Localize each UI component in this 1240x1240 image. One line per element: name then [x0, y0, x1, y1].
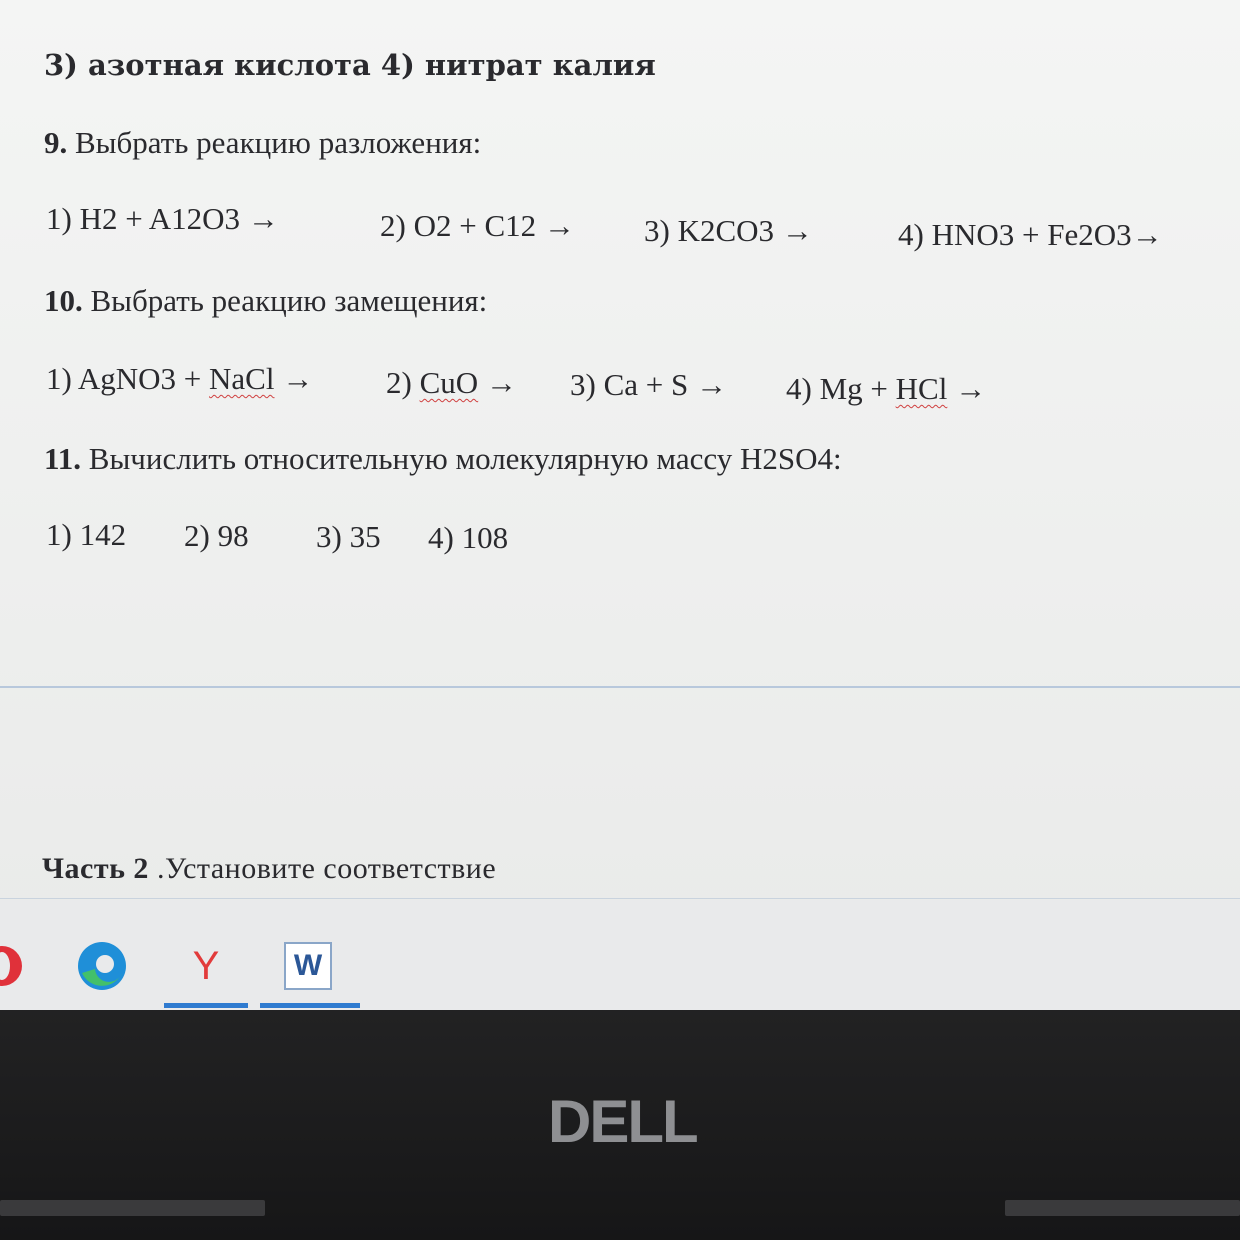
question-9-text: Выбрать реакцию разложения:	[67, 125, 482, 160]
question-11-option-4: 4) 108	[428, 520, 509, 555]
question-11	[44, 440, 842, 478]
page-break-divider	[0, 686, 1240, 688]
question-9-option-4: 4) HNO3 + Fe2O3→	[898, 217, 1163, 252]
question-9	[44, 124, 481, 162]
question-9-option-1: 1) H2 + A12O3 →	[46, 201, 279, 236]
word-icon-glyph: W	[284, 942, 332, 990]
question-10-option-1	[46, 360, 313, 398]
question-11-option-2: 2) 98	[184, 518, 249, 553]
spellcheck-word-nacl[interactable]: NaCl	[209, 361, 275, 396]
part-2-text: .Установите соответствие	[148, 852, 497, 885]
question-9-option-3: 3) K2CO3 →	[644, 213, 813, 248]
bezel-strip-left	[0, 1200, 265, 1216]
option-1-prefix: 1) AgNO3 +	[46, 361, 210, 396]
edge-icon[interactable]	[74, 938, 130, 994]
question-11-text: Вычислить относительную молекулярную массу H2SO4:	[81, 441, 842, 476]
part-2-label: Часть 2	[42, 852, 149, 885]
spellcheck-word-cuo[interactable]: CuO	[419, 365, 479, 400]
page-bottom-edge	[0, 898, 1240, 899]
bezel-strip-right	[1005, 1200, 1240, 1216]
question-10-text: Выбрать реакцию замещения:	[82, 283, 488, 318]
question-11-option-1: 1) 142	[46, 517, 127, 552]
opera-icon[interactable]	[0, 938, 30, 994]
question-10-option-3	[570, 366, 727, 404]
question-10	[44, 282, 487, 320]
question-9-number: 9.	[44, 125, 68, 160]
spellcheck-word-hcl[interactable]: HCl	[895, 371, 948, 406]
dell-logo: DELL	[548, 1088, 697, 1155]
question-11-number: 11.	[44, 441, 82, 476]
option-3-prefix: 3) Ca + S →	[570, 367, 727, 402]
question-11-option-3: 3) 35	[316, 519, 381, 554]
question-10-option-4	[786, 370, 986, 408]
option-4-suffix: →	[947, 371, 987, 406]
question-9-option-2: 2) O2 + C12 →	[380, 208, 575, 243]
word-active-indicator	[260, 1003, 360, 1008]
option-2-prefix: 2)	[386, 365, 420, 400]
question-10-number: 10.	[44, 283, 83, 318]
option-2-suffix: →	[478, 365, 517, 400]
question-8-options-line: 3) азотная кислота 4) нитрат калия	[44, 48, 656, 82]
option-4-prefix: 4) Mg +	[786, 371, 896, 406]
laptop-bezel	[0, 1010, 1240, 1240]
yandex-icon[interactable]: Y	[192, 943, 220, 988]
part-2-heading	[42, 850, 496, 888]
word-icon[interactable]	[280, 938, 336, 994]
yandex-active-indicator	[164, 1003, 248, 1008]
option-1-suffix: →	[274, 361, 314, 396]
question-10-option-2	[386, 364, 517, 402]
